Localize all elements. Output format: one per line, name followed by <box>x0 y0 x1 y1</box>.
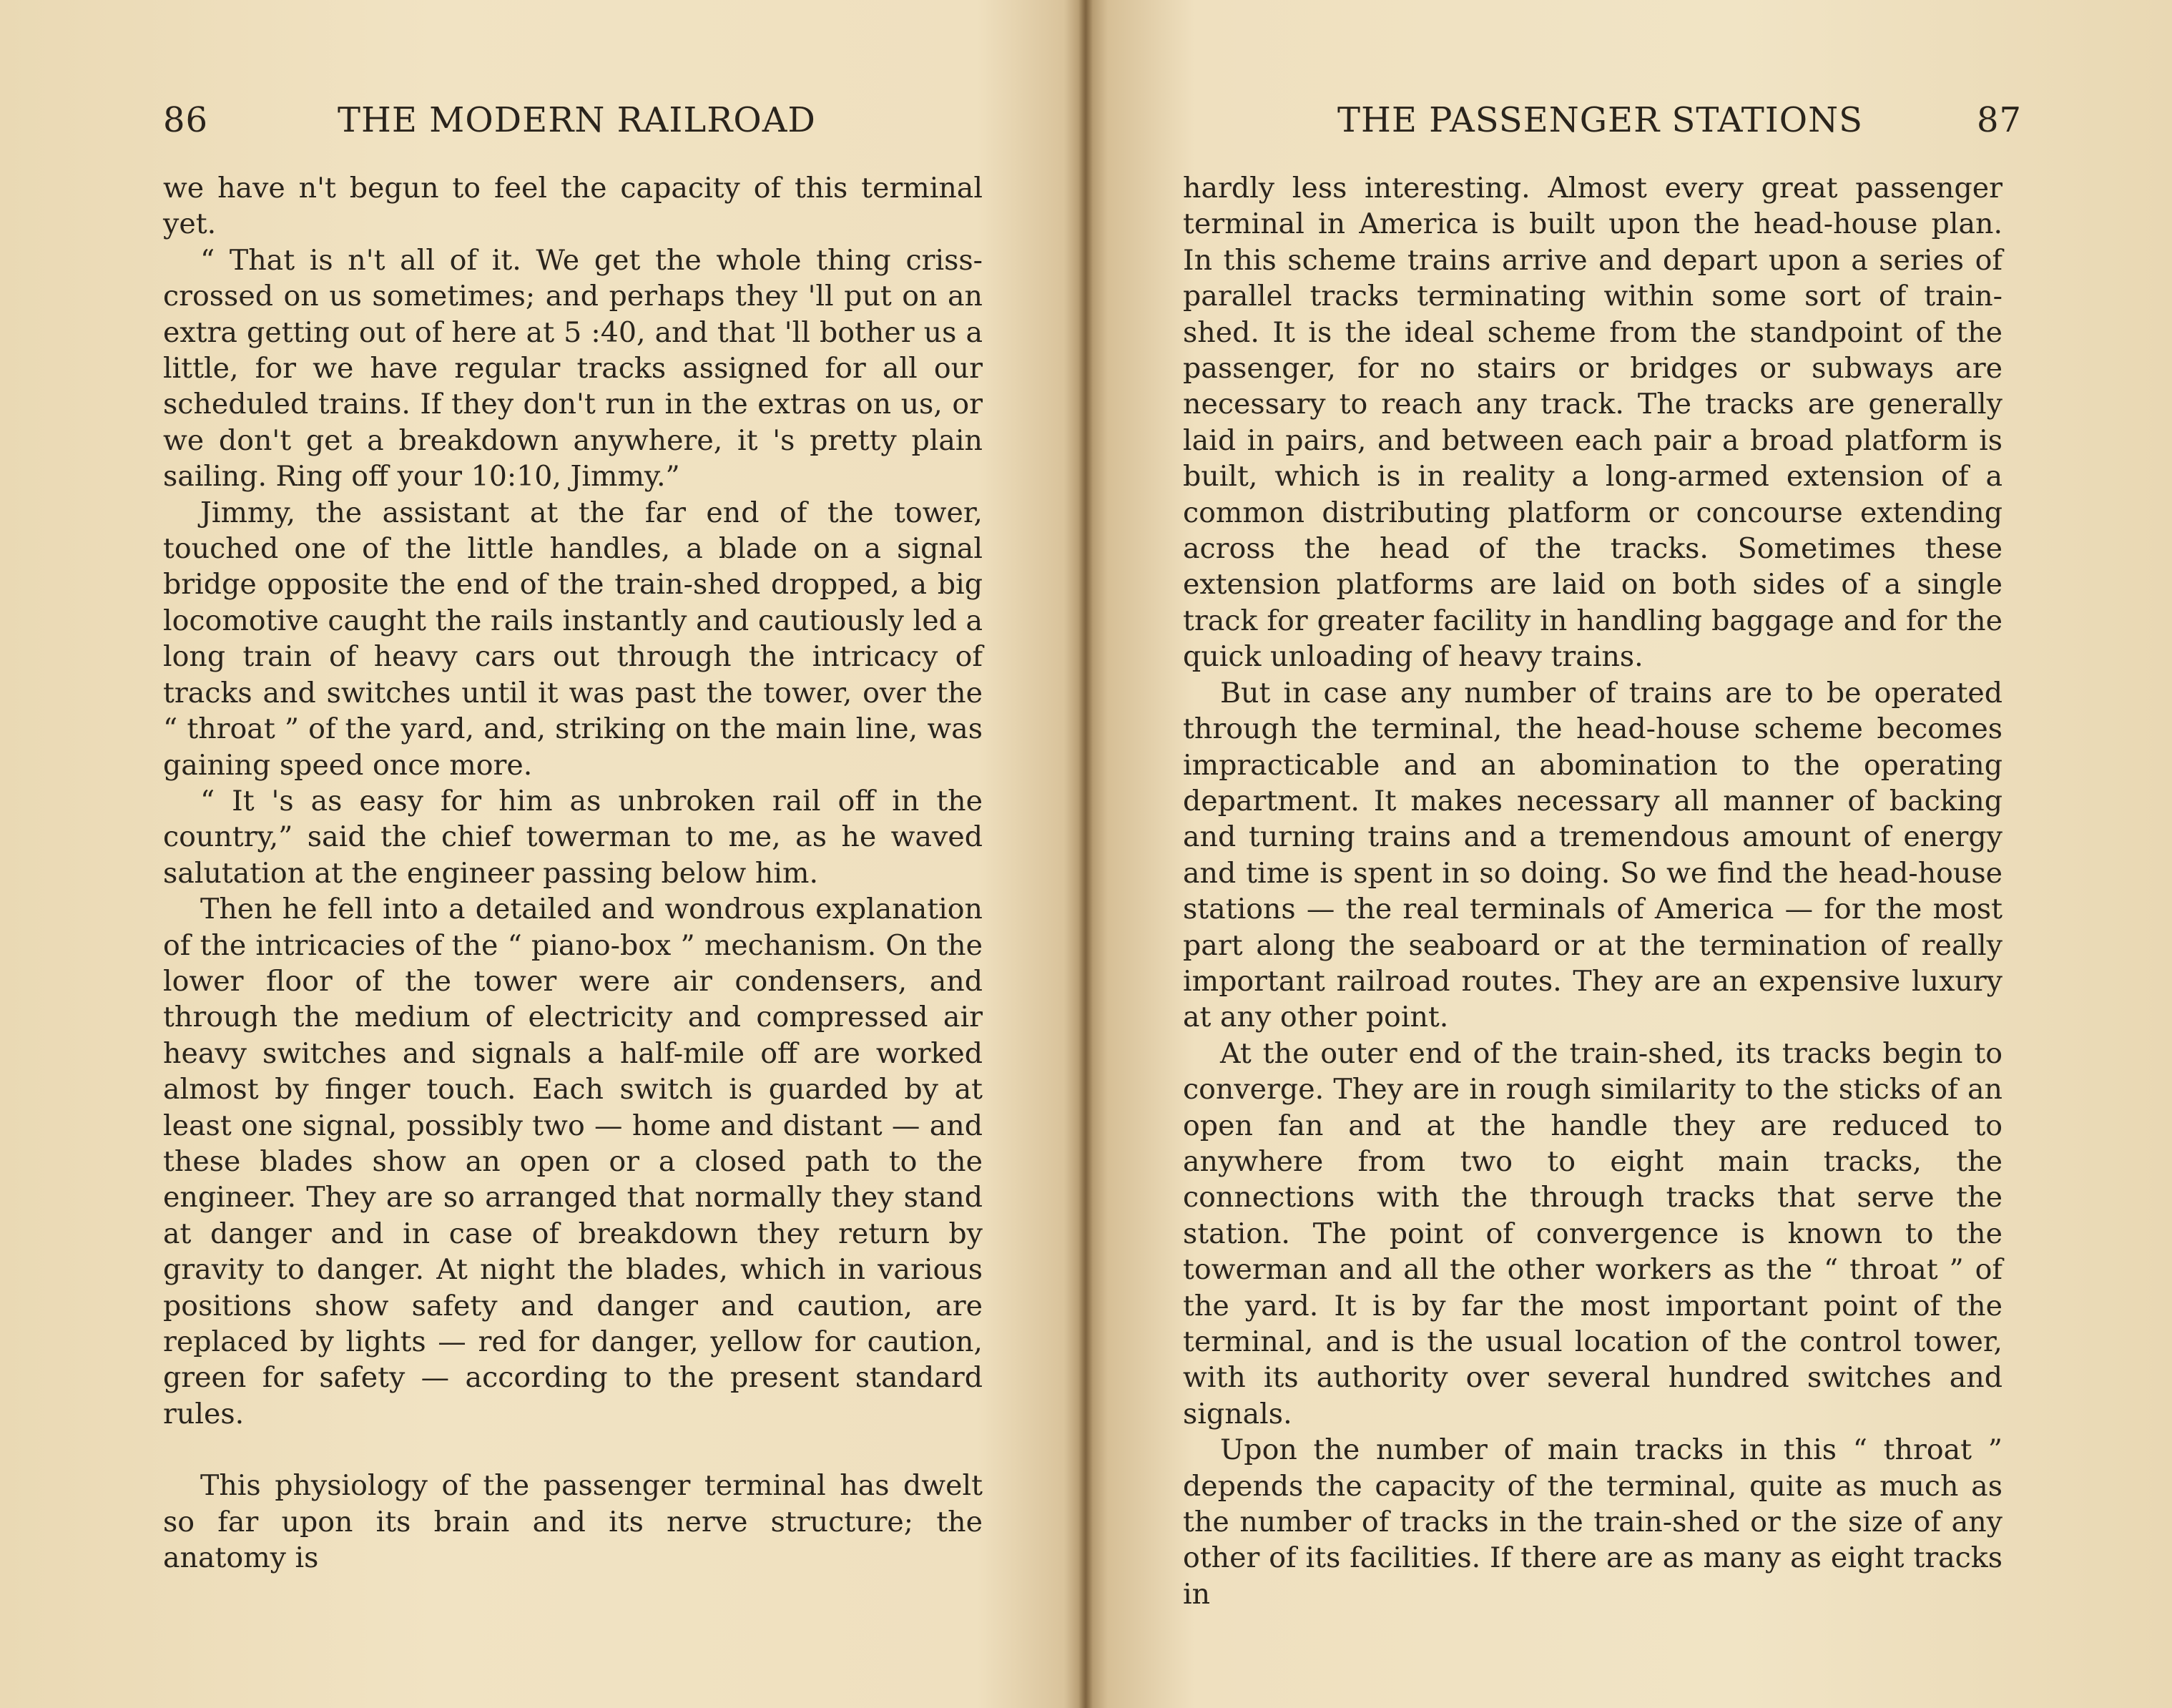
paragraph: “ That is n't all of it. We get the whole thing criss-crossed on us sometimes; and perhaps they 'll put on an extra getting out of here at 5 :40, and that 'll bother us a little, for we have regular tracks assigned for all our scheduled trains. If they don't run in the extras on us, or we don't get a breakdown anywhere, it 's pretty plain sailing. Ring off your 10:10, Jimmy.” <box>163 243 983 494</box>
page-number-left: 86 <box>163 100 209 140</box>
page-number-right: 87 <box>1977 100 2023 140</box>
left-page-body <box>163 170 983 1576</box>
left-page <box>0 0 1080 1708</box>
running-head-right: THE PASSENGER STATIONS <box>1337 100 1863 140</box>
running-head-left: THE MODERN RAILROAD <box>338 100 816 140</box>
paragraph: Upon the number of main tracks in this “ throat ” depends the capacity of the terminal, quite as much as the number of tracks in the train-shed or the size of any other of its facilities. If there are as many as eight tracks in <box>1183 1433 2003 1611</box>
paragraph: Then he fell into a detailed and wondrous explanation of the intricacies of the “ piano-box ” mechanism. On the lower floor of the tower were air condensers, and through the medium of electricity and compressed air heavy switches and signals a half-mile off are worked almost by finger touch. Each switch is guarded by at least one signal, possibly two — home and distant — and these blades show an open or a closed path to the engineer. They are so arranged that normally they stand at danger and in case of breakdown they return by gravity to danger. At night the blades, which in various positions show safety and danger and caution, are replaced by lights — red for danger, yellow for caution, green for safety — according to the present standard rules. <box>163 893 983 1430</box>
paragraph: This physiology of the passenger terminal has dwelt so far upon its brain and its nerve structure; the anatomy is <box>163 1469 983 1575</box>
paragraph: Jimmy, the assistant at the far end of the tower, touched one of the little handles, a blade on a signal bridge opposite the end of the train-shed dropped, a big locomotive caught the rails instantly and cautiously led a long train of heavy cars out through the intricacy of tracks and switches until it was past the tower, over the “ throat ” of the yard, and, striking on the main line, was gaining speed once more. <box>163 496 983 782</box>
paragraph: At the outer end of the train-shed, its tracks begin to converge. They are in rough similarity to the sticks of an open fan and at the handle they are reduced to anywhere from two to eight main tracks, the connections with the through tracks that serve the station. The point of convergence is known to the towerman and all the other workers as the “ throat ” of the yard. It is by far the most important point of the terminal, and is the usual location of the control tower, with its authority over several hundred switches and signals. <box>1183 1036 2003 1430</box>
right-page <box>1093 0 2172 1708</box>
book-gutter <box>1078 0 1093 1708</box>
paragraph: hardly less interesting. Almost every great passenger terminal in America is built upon the head-house plan. In this scheme trains arrive and depart upon a series of parallel tracks terminating within some sort of train-shed. It is the ideal scheme from the standpoint of the passenger, for no stairs or bridges or subways are necessary to reach any track. The tracks are generally laid in pairs, and between each pair a broad platform is built, which is in reality a long-armed extension of a common distributing platform or concourse extending across the head of the tracks. Sometimes these extension platforms are laid on both sides of a single track for greater facility in handling baggage and for the quick unloading of heavy trains. <box>1183 172 2003 674</box>
paragraph: But in case any number of trains are to be operated through the terminal, the head-house scheme becomes impracticable and an abomination to the operating department. It makes necessary all manner of backing and turning trains and a tremendous amount of energy and time is spent in so doing. So we find the head-house stations — the real terminals of America — for the most part along the seaboard or at the termination of really important railroad routes. They are an expensive luxury at any other point. <box>1183 676 2003 1034</box>
right-page-body <box>1183 170 2003 1612</box>
paragraph: “ It 's as easy for him as unbroken rail off in the country,” said the chief towerman to me, as he waved salutation at the engineer passing below him. <box>163 784 983 890</box>
paragraph: we have n't begun to feel the capacity of this terminal yet. <box>163 172 983 241</box>
